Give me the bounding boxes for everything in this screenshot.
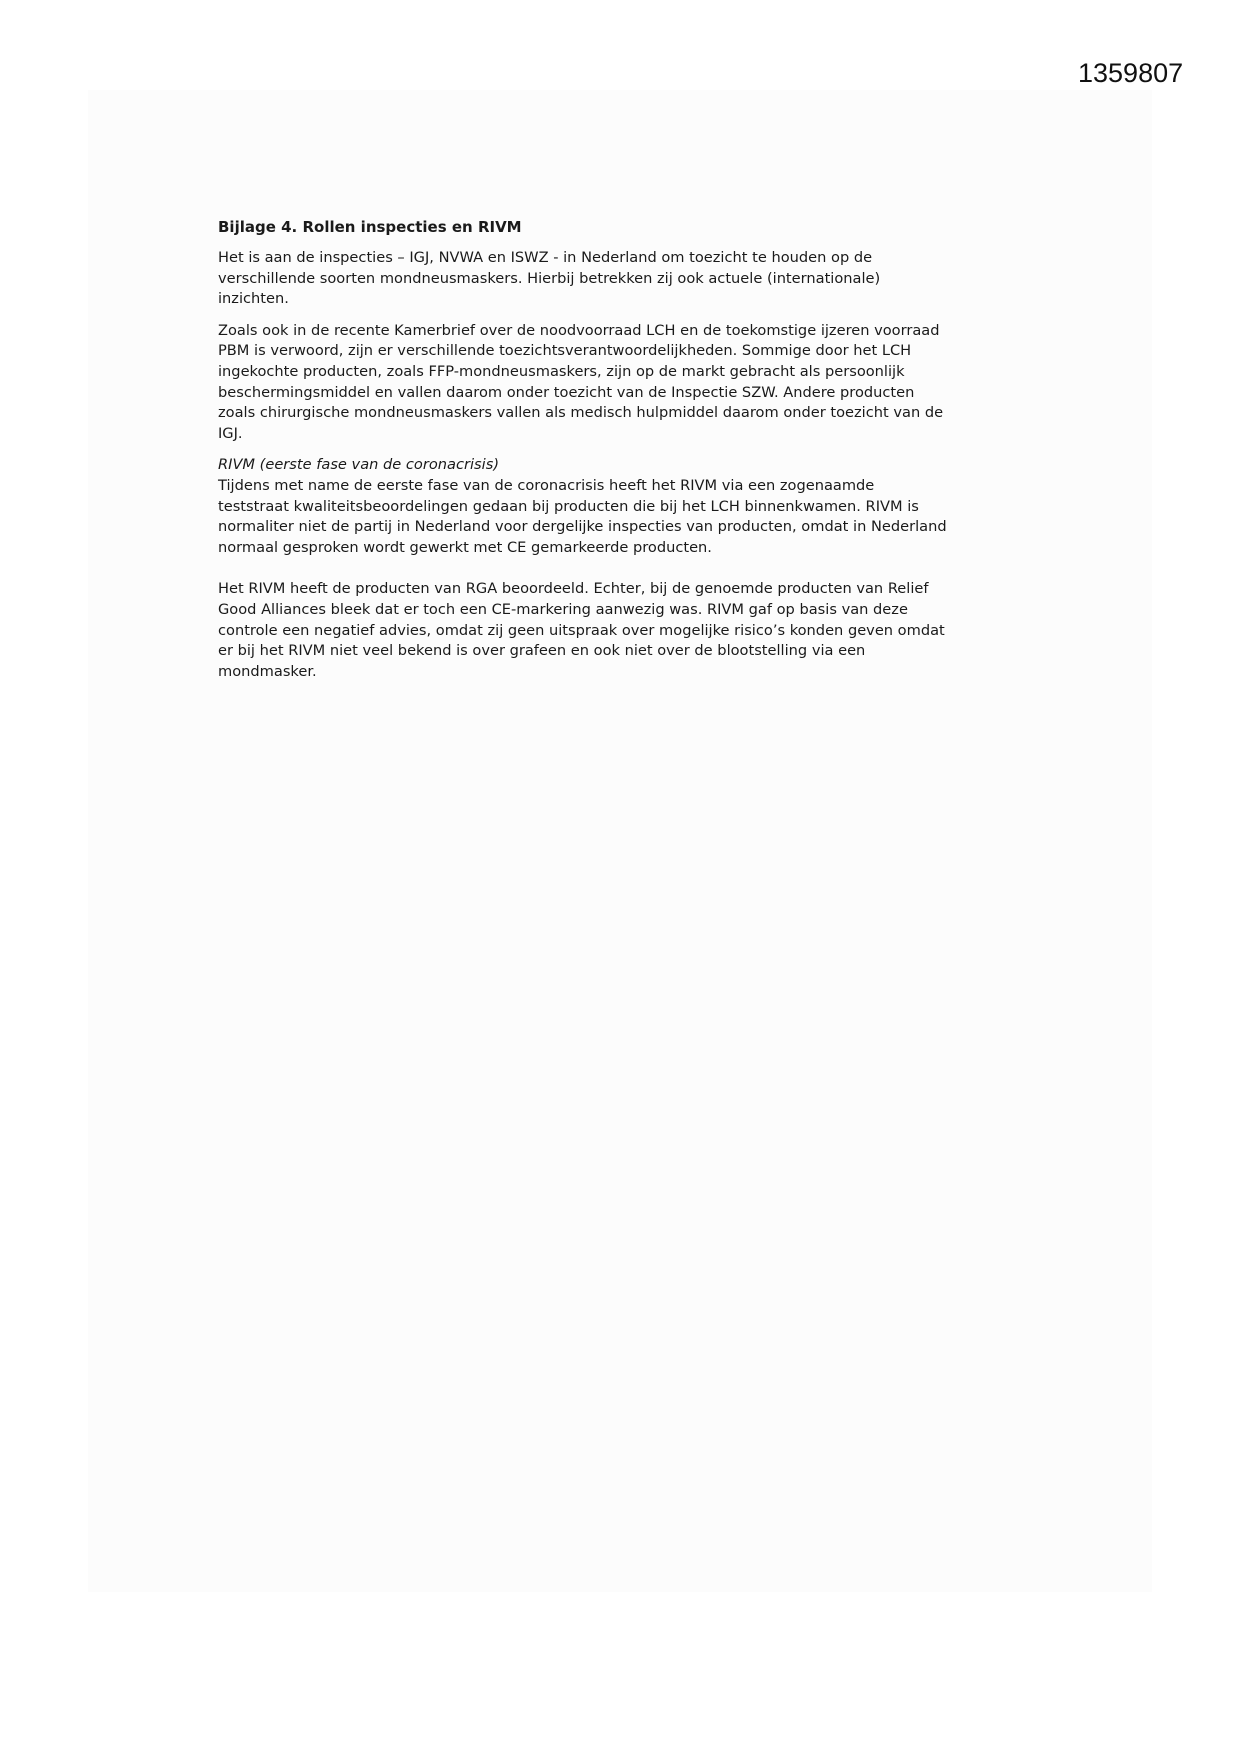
document-number: 1359807 — [1078, 58, 1184, 88]
document-body — [218, 216, 1038, 693]
text-line: controle een negatief advies, omdat zij geen uitspraak over mogelijke risico’s konden geven omdat — [218, 621, 945, 639]
text-line: Het RIVM heeft de producten van RGA beoordeeld. Echter, bij de genoemde producten van Relief — [218, 580, 929, 598]
text-line: mondmasker. — [218, 662, 317, 680]
text-line: zoals chirurgische mondneusmaskers vallen als medisch hulpmiddel daarom onder toezicht van de — [218, 404, 944, 422]
paragraph-inspections-intro — [218, 248, 1038, 310]
text-line: Zoals ook in de recente Kamerbrief over de noodvoorraad LCH en de toekomstige ijzeren voorraad — [218, 321, 940, 339]
text-line: teststraat kwaliteitsbeoordelingen gedaan bij producten die bij het LCH binnenkwamen. RIVM is — [218, 497, 919, 515]
text-line: verschillende soorten mondneusmaskers. Hierbij betrekken zij ook actuele (internationale) — [218, 269, 881, 287]
text-line: Het is aan de inspecties – IGJ, NVWA en ISWZ - in Nederland om toezicht te houden op de — [218, 249, 873, 266]
text-line: inzichten. — [218, 290, 289, 308]
text-line: IGJ. — [218, 424, 243, 442]
paragraph-rivm-first-phase — [218, 455, 1038, 558]
appendix-heading: Bijlage 4. Rollen inspecties en RIVM — [218, 218, 522, 236]
section-subheading: RIVM (eerste fase van de coronacrisis) — [218, 456, 500, 474]
text-line: beschermingsmiddel en vallen daarom onder toezicht van de Inspectie SZW. Andere producten — [218, 383, 915, 401]
paragraph-rga-assessment — [218, 579, 1038, 682]
text-line: Good Alliances bleek dat er toch een CE-markering aanwezig was. RIVM gaf op basis van deze — [218, 600, 908, 618]
text-line: normaliter niet de partij in Nederland voor dergelijke inspecties van producten, omdat in Nederland — [218, 518, 947, 536]
text-line: PBM is verwoord, zijn er verschillende toezichtsverantwoordelijkheden. Sommige door het LCH — [218, 342, 912, 360]
text-line: er bij het RIVM niet veel bekend is over grafeen en ook niet over de blootstelling via een — [218, 642, 866, 660]
text-line: Tijdens met name de eerste fase van de coronacrisis heeft het RIVM via een zogenaamde — [218, 476, 875, 494]
paragraph-supervision-responsibilities — [218, 321, 1038, 445]
text-line: normaal gesproken wordt gewerkt met CE gemarkeerde producten. — [218, 538, 712, 556]
text-line: ingekochte producten, zoals FFP-mondneusmaskers, zijn op de markt gebracht als persoonlijk — [218, 362, 905, 380]
